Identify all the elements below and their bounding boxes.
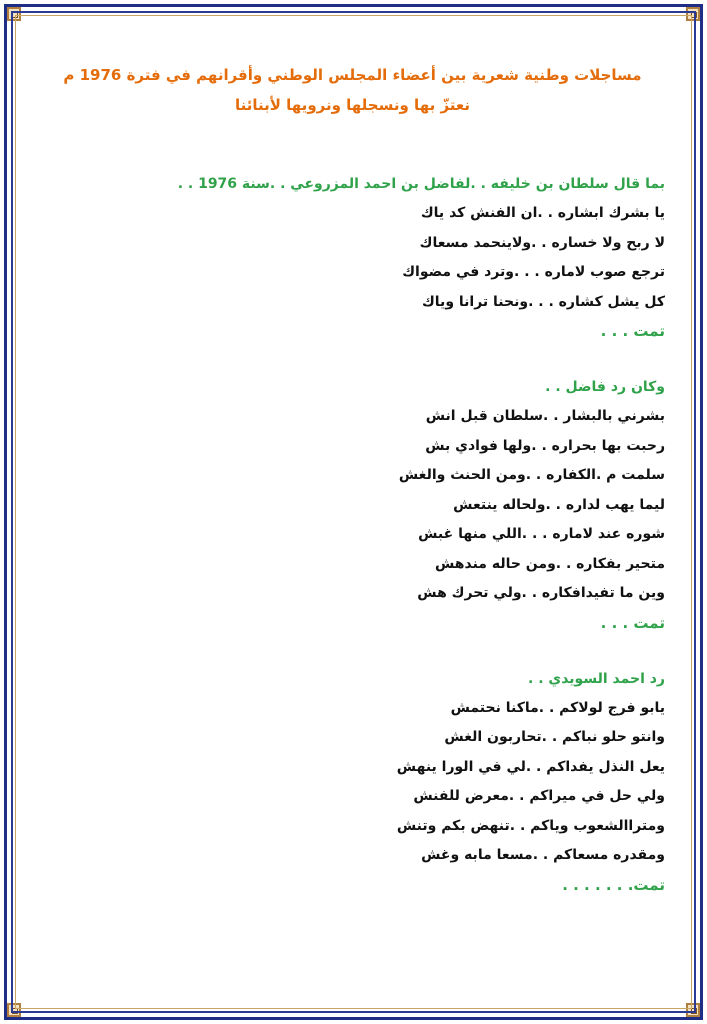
verse-line: لا ربح ولا خساره . .ولاينحمد مسعاك (419, 234, 665, 251)
page-title: مساجلات وطنية شعرية بين أعضاء المجلس الوطني وأقرانهم في فترة 1976 م نعتزّ بها ونسجلها ونرويها لأبنائنا (63, 66, 642, 114)
verse-line: وانتو حلو نباكم . .تحاربون الغش (444, 729, 665, 745)
section-end: تمت . . . (600, 322, 665, 340)
verse-line: شوره عند لاماره . . .اللي منها غبش (418, 526, 665, 542)
verse-line: ومتراالشعوب وياكم . .تنهض بكم وتنش (396, 817, 665, 834)
verse-line: سلمت م .الكفاره . .ومن الحنث والغش (398, 467, 665, 483)
verse-line: بشرني بالبشار . .سلطان قبل انش (425, 408, 665, 424)
verse-line: يابو فرج لولاكم . .ماكنا نحتمش (450, 699, 665, 716)
verse-line: كل يشل كشاره . . .ونحنا ترانا وياك (421, 293, 665, 310)
verse-line: يا بشرك ابشاره . .ان الفنش كد ياك (420, 205, 665, 221)
document-body (40, 60, 665, 900)
verse-line: ومقدره مسعاكم . .مسعا مابه وغش (421, 847, 665, 863)
verse-line: يعل النذل يفداكم . .لي في الورا ينهش (396, 758, 665, 775)
verse-line: ليما يهب لداره . .ولحاله ينتعش (453, 496, 665, 513)
poem-section-3 (40, 665, 665, 900)
verse-line: ترجع صوب لاماره . . .وترد في مضواك (402, 264, 665, 280)
section-end: تمت . . . (600, 613, 665, 632)
verse-line: وين ما تفيدافكاره . .ولي تحرك هش (417, 585, 665, 601)
verse-line: متحير بفكاره . .ومن حاله مندهش (435, 555, 665, 572)
poem-section-2 (40, 373, 665, 638)
section-heading: وكان رد فاضل . . (545, 379, 665, 395)
section-end: تمت. . . . . . . (562, 875, 665, 894)
poem-section-1 (40, 170, 665, 346)
verse-line: رحبت بها بحراره . .ولها فوادي بش (425, 437, 665, 454)
section-heading: بما قال سلطان بن خليفه . .لفاضل بن احمد المزروعي . .سنة 1976 . . (177, 176, 665, 192)
verse-line: ولي حل في ميراكم . .معرض للفنش (413, 788, 665, 804)
section-heading: رد احمد السويدي . . (528, 670, 665, 687)
